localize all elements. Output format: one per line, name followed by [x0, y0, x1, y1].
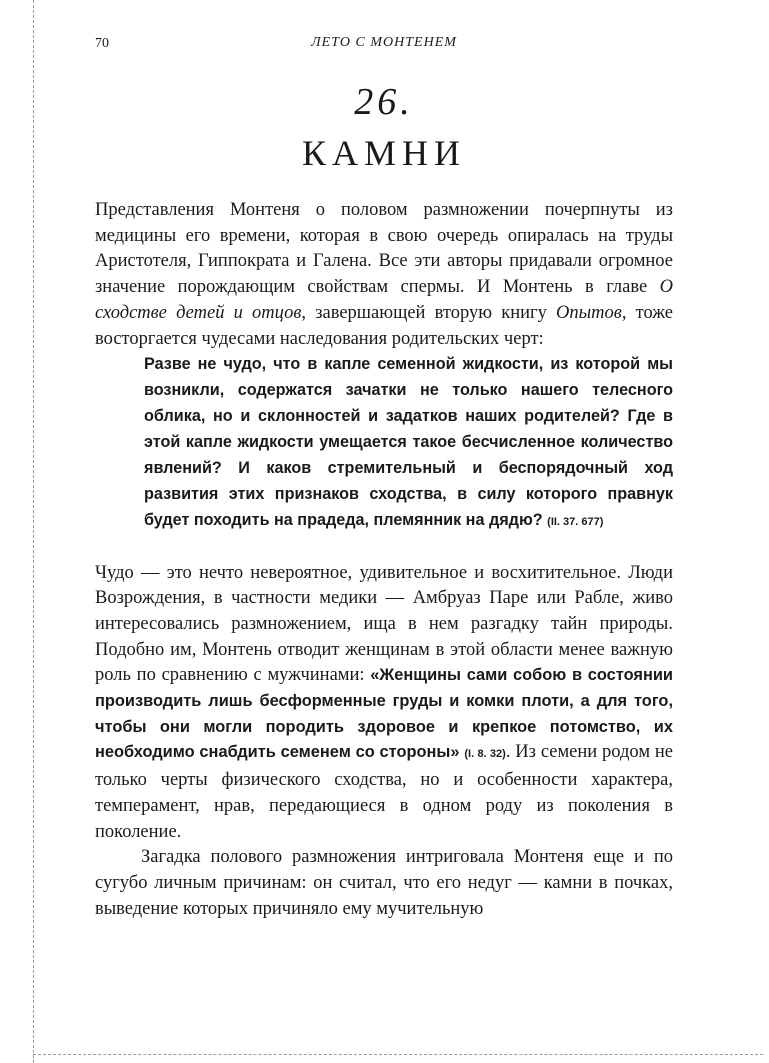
- block-quote-text: Разве не чудо, что в капле семенной жидкости, из которой мы возникли, содержатся зачатки не только нашего телесного облика, но и склонностей и задатков наших родителей? Где в этой капле жидкости умещается такое бесчисленное количество явлений? И каков стремительный и беспорядочный ход развития этих признаков сходства, в силу которого правнук будет походить на прадеда, племянник на дядю?: [144, 355, 673, 529]
- section-gap: [95, 536, 673, 561]
- crop-mark-bottom: [33, 1054, 763, 1055]
- block-quote: [144, 352, 673, 535]
- paragraph-intro-text-1: Представления Монтеня о половом размножении почерпнуты из медицины его времени, которая в свою очередь опиралась на труды Аристотеля, Гиппократа и Галена. Все эти авторы придавали огромное значение порождающим свойствам спермы. И Монтень в главе: [95, 200, 673, 298]
- inline-quote: «Женщины сами собою в состоянии производить лишь бесформенные груды и комки плоти, а для того, чтобы они могли породить здоровое и крепкое потомство, их необходимо снабдить семенем со стороны»: [95, 666, 673, 762]
- running-head: [95, 0, 673, 60]
- essay-title: О сходстве детей и отцов: [95, 277, 673, 323]
- paragraph-intro-text-3: , тоже восторгается чудесами наследования родительских черт:: [95, 302, 673, 349]
- chapter-title: КАМНИ: [301, 133, 466, 173]
- body-text: [95, 198, 673, 922]
- paragraph-intro: [95, 198, 673, 352]
- block-quote-citation: (II. 37. 677): [547, 515, 604, 528]
- paragraph-miracle-text-2: . Из семени родом не только черты физического сходства, но и особенности характера, темперамент, нрав, передающиеся в одном роду из поколения в поколение.: [95, 742, 674, 842]
- inline-citation: (I. 8. 32): [464, 748, 506, 761]
- paragraph-miracle-text-1: Чудо — это нечто невероятное, удивительное и восхитительное. Люди Возрождения, в частности медики — Амбруаз Паре или Рабле, живо интересовались размножением, ища в нем разгадку тайн природы. Подобно им, Монтень отводит женщинам в этой области менее важную роль по сравнению с мужчинами:: [95, 562, 673, 686]
- book-title: Опытов: [556, 302, 622, 323]
- paragraph-miracle: [95, 561, 673, 846]
- running-title: ЛЕТО С МОНТЕНЕМ: [311, 35, 457, 50]
- paragraph-riddle: Загадка полового размножения интриговала Монтеня еще и по сугубо личным причинам: он считал, что его недуг — камни в почках, выведение которых причиняло ему мучительную: [95, 847, 673, 919]
- chapter-number: 26.: [354, 81, 414, 123]
- book-page: [95, 0, 674, 919]
- crop-mark-left: [33, 0, 34, 1063]
- paragraph-intro-text-2: , завершающей вторую книгу: [301, 302, 557, 323]
- page-number: 70: [95, 36, 109, 51]
